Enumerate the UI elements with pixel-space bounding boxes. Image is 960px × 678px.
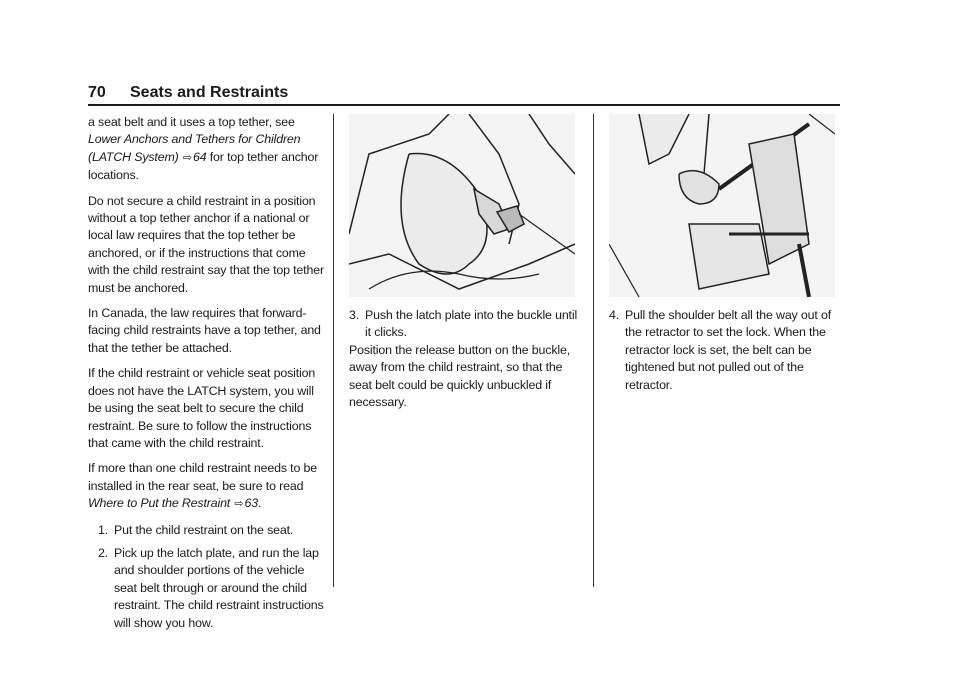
steps-list — [349, 307, 579, 342]
step-number: 4. — [609, 308, 620, 322]
arrow-reference-icon: ⇨ — [234, 498, 244, 511]
column-divider — [333, 114, 334, 587]
list-item — [88, 522, 326, 539]
text-span: If more than one child restraint needs to be installed in the rear seat, be sure to read — [88, 461, 317, 493]
paragraph: Do not secure a child restraint in a position without a top tether anchor if a national or local law requires that the top tether be anchored, or if the instructions that come with the child restraint say that the top tether must be anchored. — [88, 193, 324, 295]
column-3 — [609, 114, 839, 394]
header-rule — [88, 104, 840, 106]
cross-reference-page[interactable]: 63 — [244, 496, 258, 511]
cross-reference-title[interactable]: Where to Put the Restraint — [88, 496, 231, 511]
step-text: Put the child restraint on the seat. — [114, 522, 294, 537]
step-number: 2. — [98, 545, 109, 560]
step-number: 1. — [98, 522, 109, 537]
column-2 — [349, 114, 579, 419]
steps-list — [609, 307, 839, 394]
cross-reference-title[interactable]: Lower Anchors and Tethers for Children (LATCH System) — [88, 132, 301, 164]
page-number: 70 — [88, 84, 106, 101]
text-span: a seat belt and it uses a top tether, see — [88, 115, 295, 129]
column-1 — [88, 114, 326, 638]
arrow-reference-icon: ⇨ — [182, 151, 192, 164]
paragraph — [88, 114, 326, 185]
steps-list — [88, 522, 326, 632]
step-text: Pull the shoulder belt all the way out of the retractor to set the lock. When the retractor lock is set, the belt can be tightened but not pulled out of the retractor. — [625, 308, 831, 392]
sub-paragraph: Position the release button on the buckle, away from the child restraint, so that the seat belt could be quickly unbuckled if necessary. — [349, 342, 571, 410]
latch-plate-buckle-illustration — [349, 114, 575, 297]
cross-reference-page[interactable]: 64 — [192, 149, 207, 164]
list-item — [349, 307, 579, 342]
paragraph — [88, 460, 326, 513]
shoulder-belt-pull-illustration — [609, 114, 835, 297]
step-number: 3. — [349, 308, 360, 322]
list-item — [609, 307, 839, 394]
paragraph: If the child restraint or vehicle seat position does not have the LATCH system, you will be using the seat belt to secure the child restraint. Be sure to follow the instructions that came with the child restraint. — [88, 366, 316, 450]
text-span: for top tether anchor locations. — [88, 149, 319, 183]
step-text: Pick up the latch plate, and run the lap and shoulder portions of the vehicle seat belt through or around the child restraint. The child restraint instructions will show you how. — [114, 545, 324, 630]
list-item — [88, 545, 326, 632]
step-text: Push the latch plate into the buckle until it clicks. — [365, 308, 578, 340]
section-title: Seats and Restraints — [130, 84, 289, 101]
page-header — [88, 84, 840, 106]
text-span: . — [257, 496, 262, 511]
paragraph: In Canada, the law requires that forward-facing child restraints have a top tether, and that the tether be attached. — [88, 306, 321, 355]
column-divider — [593, 114, 594, 587]
